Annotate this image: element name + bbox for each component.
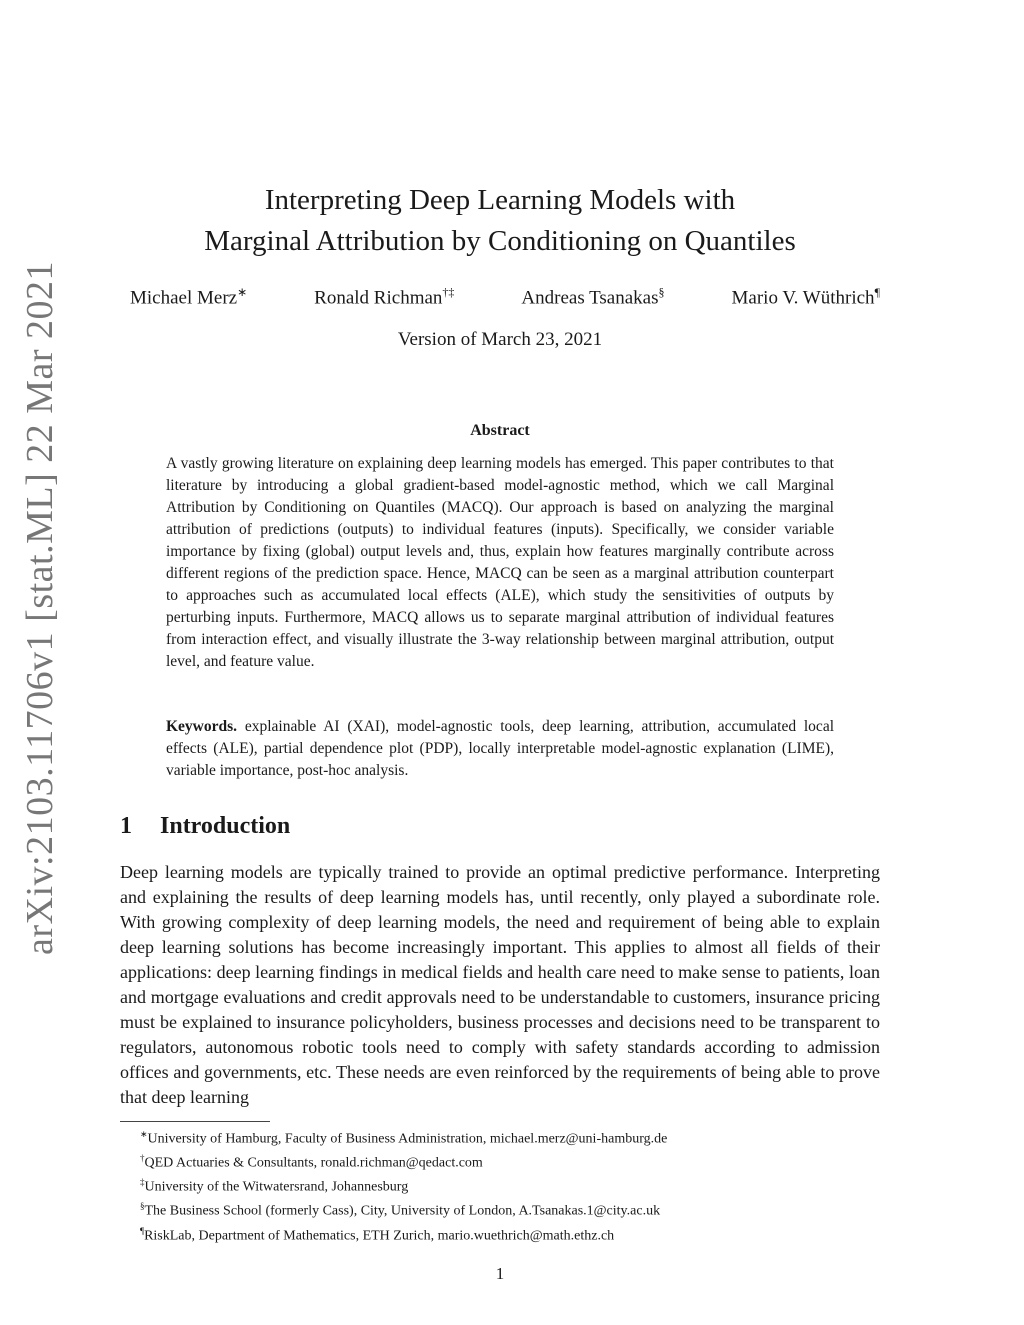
footnote-mark: ‡ (140, 1177, 145, 1188)
author-name: Ronald Richman (314, 287, 443, 309)
footnote-text: RiskLab, Department of Mathematics, ETH Zurich, mario.wuethrich@math.ethz.ch (144, 1228, 615, 1244)
footnote-mark: ¶ (140, 1225, 145, 1236)
author-list (130, 285, 880, 309)
author (732, 285, 880, 309)
footnote (140, 1197, 880, 1221)
footnote-text: The Business School (formerly Cass), City, University of London, A.Tsanakas.1@city.ac.uk (144, 1204, 661, 1220)
title-line-1: Interpreting Deep Learning Models with (264, 184, 736, 216)
author-name: Michael Merz (130, 287, 238, 309)
author-name: Andreas Tsanakas (521, 287, 659, 309)
title-line-2: Marginal Attribution by Conditioning on Quantiles (204, 225, 796, 257)
page-number: 1 (495, 1264, 505, 1283)
arxiv-identifier-stamp: arXiv:2103.11706v1 [stat.ML] 22 Mar 2021 (19, 260, 61, 955)
footnote-divider (120, 1121, 270, 1122)
footnote (140, 1173, 880, 1197)
author-footnote-mark: § (658, 285, 665, 299)
author-footnote-mark: †‡ (442, 285, 455, 299)
version-date: Version of March 23, 2021 (397, 329, 603, 350)
section-heading (120, 813, 290, 840)
author (314, 285, 454, 309)
paper-title (150, 180, 850, 262)
author-name: Mario V. Wüthrich (731, 287, 875, 309)
footnote (140, 1149, 880, 1173)
footnote (140, 1125, 880, 1149)
footnote-mark: † (140, 1153, 145, 1164)
keywords-label: Keywords. (166, 718, 238, 735)
section-number: 1 (120, 813, 132, 839)
author-footnote-mark: ∗ (237, 285, 248, 299)
introduction-paragraph: Deep learning models are typically trained to provide an optimal predictive performance. Interpreting and explaining the results of deep learning models has, until recently, only played a subordinate role. With growing complexity of deep learning models, the need and requirement of being able to explain deep learning solutions has become increasingly important. This applies to almost all fields of their applications: deep learning findings in medical fields and health care need to make sense to patients, loan and mortgage evaluations and credit approvals need to be understandable to customers, insurance pricing must be explained to insurance policyholders, business processes and decisions need to be transparent to regulators, autonomous robotic tools need to comply with safety standards according to admission offices and governments, etc. These needs are even reinforced by the requirements of being able to prove that deep learning (120, 862, 880, 1107)
footnote-text: University of the Witwatersrand, Johannesburg (144, 1179, 409, 1195)
abstract-heading: Abstract (470, 422, 530, 439)
keywords-paragraph (166, 716, 834, 782)
author (521, 285, 664, 309)
footnotes (140, 1125, 880, 1246)
footnote-text: University of Hamburg, Faculty of Business Administration, michael.merz@uni-hamburg.de (147, 1131, 668, 1147)
author (130, 285, 247, 309)
footnote-mark: § (140, 1201, 145, 1212)
footnote (140, 1222, 880, 1246)
abstract-body: A vastly growing literature on explaining deep learning models has emerged. This paper contributes to that literature by introducing a global gradient-based model-agnostic method, which we call Marginal Attribution by Conditioning on Quantiles (MACQ). Our approach is based on analyzing the marginal attribution of predictions (outputs) to individual features (inputs). Specifically, we consider variable importance by fixing (global) output levels and, thus, explain how features marginally contribute across different regions of the prediction space. Hence, MACQ can be seen as a marginal attribution counterpart to approaches such as accumulated local effects (ALE), which study the sensitivities of outputs by perturbing inputs. Furthermore, MACQ allows us to separate marginal attribution of individual features from interaction effect, and visually illustrate the 3-way relationship between marginal attribution, output level, and feature value. (166, 455, 834, 670)
section-title: Introduction (160, 813, 291, 839)
keywords-text: explainable AI (XAI), model-agnostic tools, deep learning, attribution, accumulated local effects (ALE), partial dependence plot (PDP), locally interpretable model-agnostic explanation (LIME), variable importance, post-hoc analysis. (166, 718, 834, 779)
author-footnote-mark: ¶ (874, 285, 880, 299)
footnote-text: QED Actuaries & Consultants, ronald.richman@qedact.com (144, 1155, 483, 1171)
footnote-mark: ∗ (140, 1129, 148, 1139)
